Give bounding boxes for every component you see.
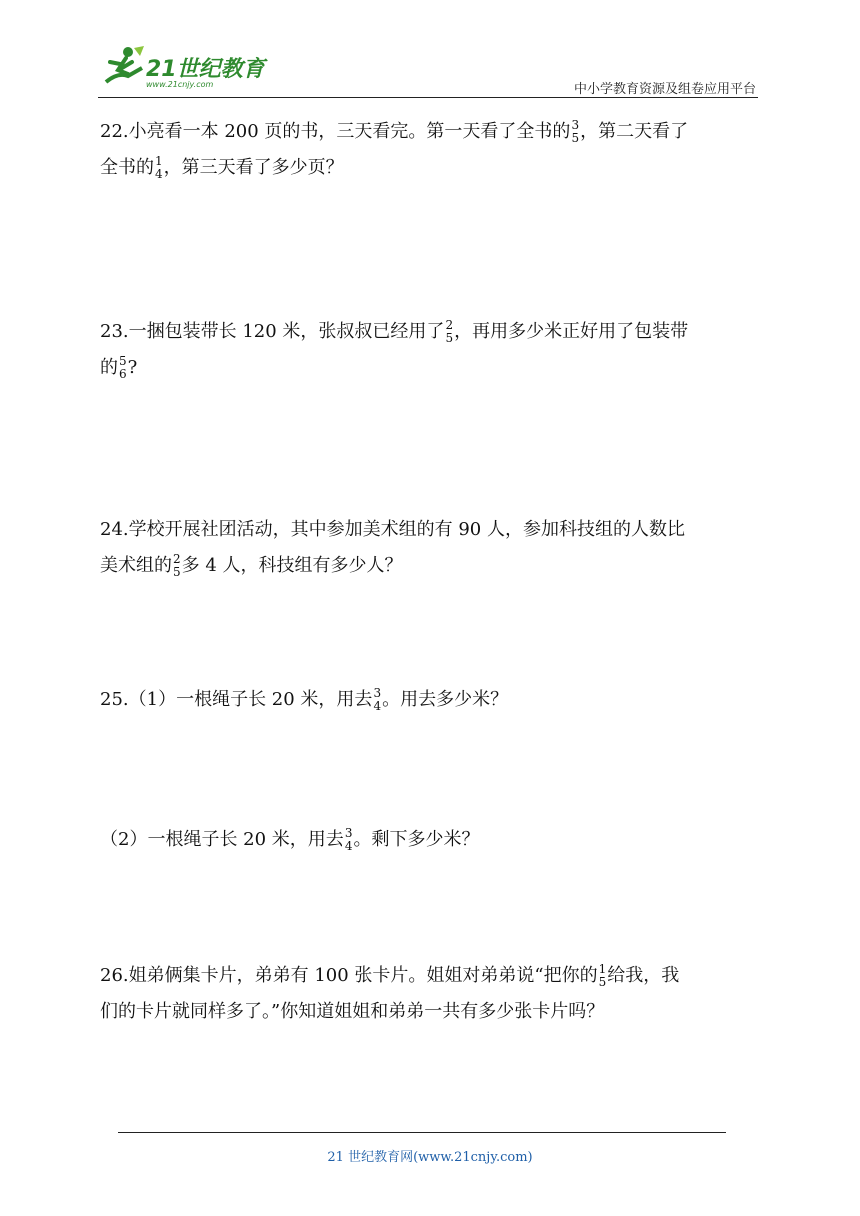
logo: [98, 42, 278, 94]
question-22-line1: 22.小亮看一本 200 页的书，三天看完。第一天看了全书的 3 5 ，第二天看了: [100, 118, 689, 145]
fraction: 3 4: [344, 826, 353, 853]
footer-divider: [118, 1132, 726, 1133]
question-23-line1: 23.一捆包装带长 120 米，张叔叔已经用了 2 5 ，再用多少米正好用了包装带: [100, 318, 689, 345]
fraction: 2 5: [173, 552, 181, 579]
question-24-line2: 美术组的 2 5 多 4 人，科技组有多少人？: [100, 552, 403, 579]
logo-url: www.21cnjy.com: [146, 80, 214, 89]
fraction: 1 4: [155, 154, 163, 181]
runner-logo-icon: [98, 42, 148, 92]
question-23-line2: 的 5 6 ?: [100, 354, 138, 381]
question-26-line1: 26.姐弟俩集卡片，弟弟有 100 张卡片。姐姐对弟弟说“把你的 1 5 给我，我: [100, 962, 680, 989]
footer-text: 21 世纪教育网(www.21cnjy.com): [327, 1150, 533, 1165]
question-26: [100, 958, 750, 1030]
question-26-line2: 们的卡片就同样多了。”你知道姐姐和弟弟一共有多少张卡片吗？: [100, 1001, 605, 1022]
question-25-part1: 25.（1）一根绳子长 20 米，用去 3 4 。用去多少米？: [100, 686, 509, 713]
page-header: [98, 42, 758, 98]
question-22-line2: 全书的 1 4 ，第三天看了多少页？: [100, 154, 344, 181]
fraction: 3 5: [571, 118, 580, 145]
fraction: 2 5: [445, 318, 454, 345]
fraction: 5 6: [119, 354, 127, 381]
question-24-line1: 24.学校开展社团活动，其中参加美术组的有 90 人，参加科技组的人数比: [100, 519, 685, 540]
question-22: [100, 114, 750, 186]
question-25-part2: （2）一根绳子长 20 米，用去 3 4 。剩下多少米？: [100, 826, 480, 853]
fraction: 1 5: [598, 962, 607, 989]
question-24: [100, 512, 750, 584]
logo-text: 21世纪教育: [146, 57, 265, 82]
header-divider: [98, 97, 758, 98]
header-tagline: 中小学教育资源及组卷应用平台: [573, 82, 756, 97]
question-23: [100, 314, 750, 386]
fraction: 3 4: [373, 686, 382, 713]
